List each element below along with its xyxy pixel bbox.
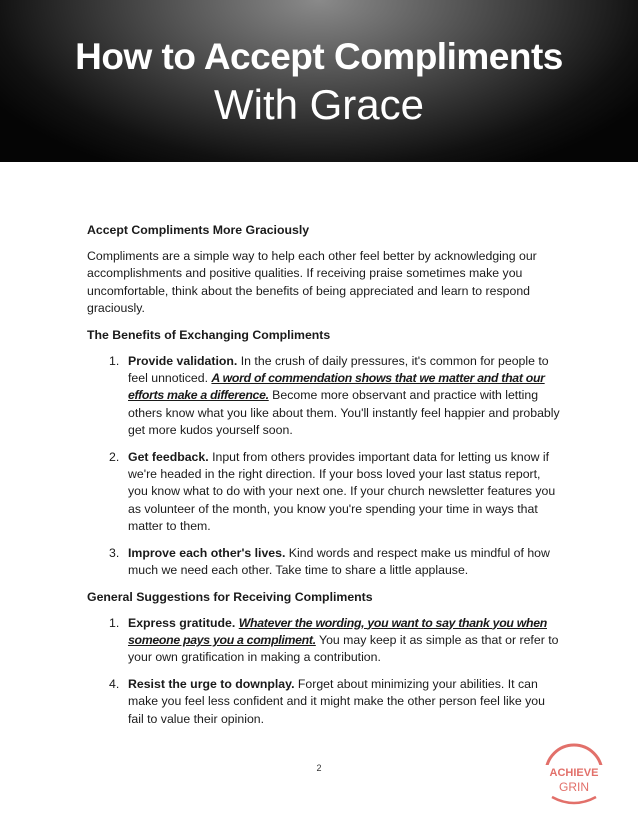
suggestions-heading: General Suggestions for Receiving Compliments [87, 589, 373, 604]
item-text: Become more observant and practice with letting others know what you like about them. You'll instantly feel happier and probably get more kudos yourself soon. [128, 388, 560, 438]
list-item [87, 353, 562, 440]
item-text: In the crush of daily pressures, it's common for people to feel unnoticed. [128, 353, 549, 386]
item-text: You may keep it as simple as that or refer to your own gratification in making a contribution. [128, 632, 559, 665]
title-line-2: With Grace [213, 81, 425, 128]
item-lead: Get feedback. [128, 449, 209, 464]
logo-text-achieve: ACHIEVE [549, 767, 599, 779]
list-item [87, 676, 562, 728]
list-number: 3. [109, 545, 120, 560]
intro-paragraph: Compliments are a simple way to help each other feel better by acknowledging our accomplishments and positive qualities. If receiving praise sometimes make you uncomfortable, think about the benefits of being appreciated and learn to respond graciously. [87, 249, 537, 316]
item-lead: Improve each other's lives. [128, 545, 286, 560]
item-lead: Provide validation. [128, 353, 238, 368]
title-banner [0, 0, 638, 162]
list-item [87, 449, 562, 536]
list-number: 2. [109, 449, 120, 464]
list-item [87, 545, 562, 580]
item-text: Forget about minimizing your abilities. It can make you feel less confident and it might make the other person feel like you fail to value their opinion. [128, 676, 545, 726]
item-text: Input from others provides important data for letting us know if we're headed in the right direction. If your boss loved your last status report, you know what to do with your next one. If your church newsletter features you as volunteer of the month, you know you're spending your time in ways that matter to them. [128, 449, 556, 534]
list-number: 1. [109, 353, 120, 368]
logo-smile-icon [552, 797, 596, 803]
intro-heading: Accept Compliments More Graciously [87, 223, 310, 237]
item-emphasis: Whatever the wording, you want to say thank you when someone pays you a compliment. [128, 615, 547, 647]
title-line-1: How to Accept Compliments [75, 36, 563, 77]
article-body [87, 222, 562, 737]
page-number: 2 [316, 763, 322, 773]
list-item [87, 615, 562, 667]
list-number: 4. [109, 676, 120, 691]
benefits-list [87, 353, 562, 580]
benefits-heading: The Benefits of Exchanging Compliments [87, 327, 331, 342]
list-number: 1. [109, 615, 120, 630]
logo-text-grin: GRIN [559, 780, 589, 794]
suggestions-list [87, 615, 562, 728]
item-emphasis: A word of commendation shows that we matter and that our efforts make a difference. [128, 371, 545, 403]
item-text: Kind words and respect make us mindful of how much we need each other. Take time to share a little applause. [128, 545, 550, 578]
item-lead: Resist the urge to downplay. [128, 676, 295, 691]
achieve-grin-logo [538, 743, 610, 809]
item-lead: Express gratitude. [128, 615, 236, 630]
